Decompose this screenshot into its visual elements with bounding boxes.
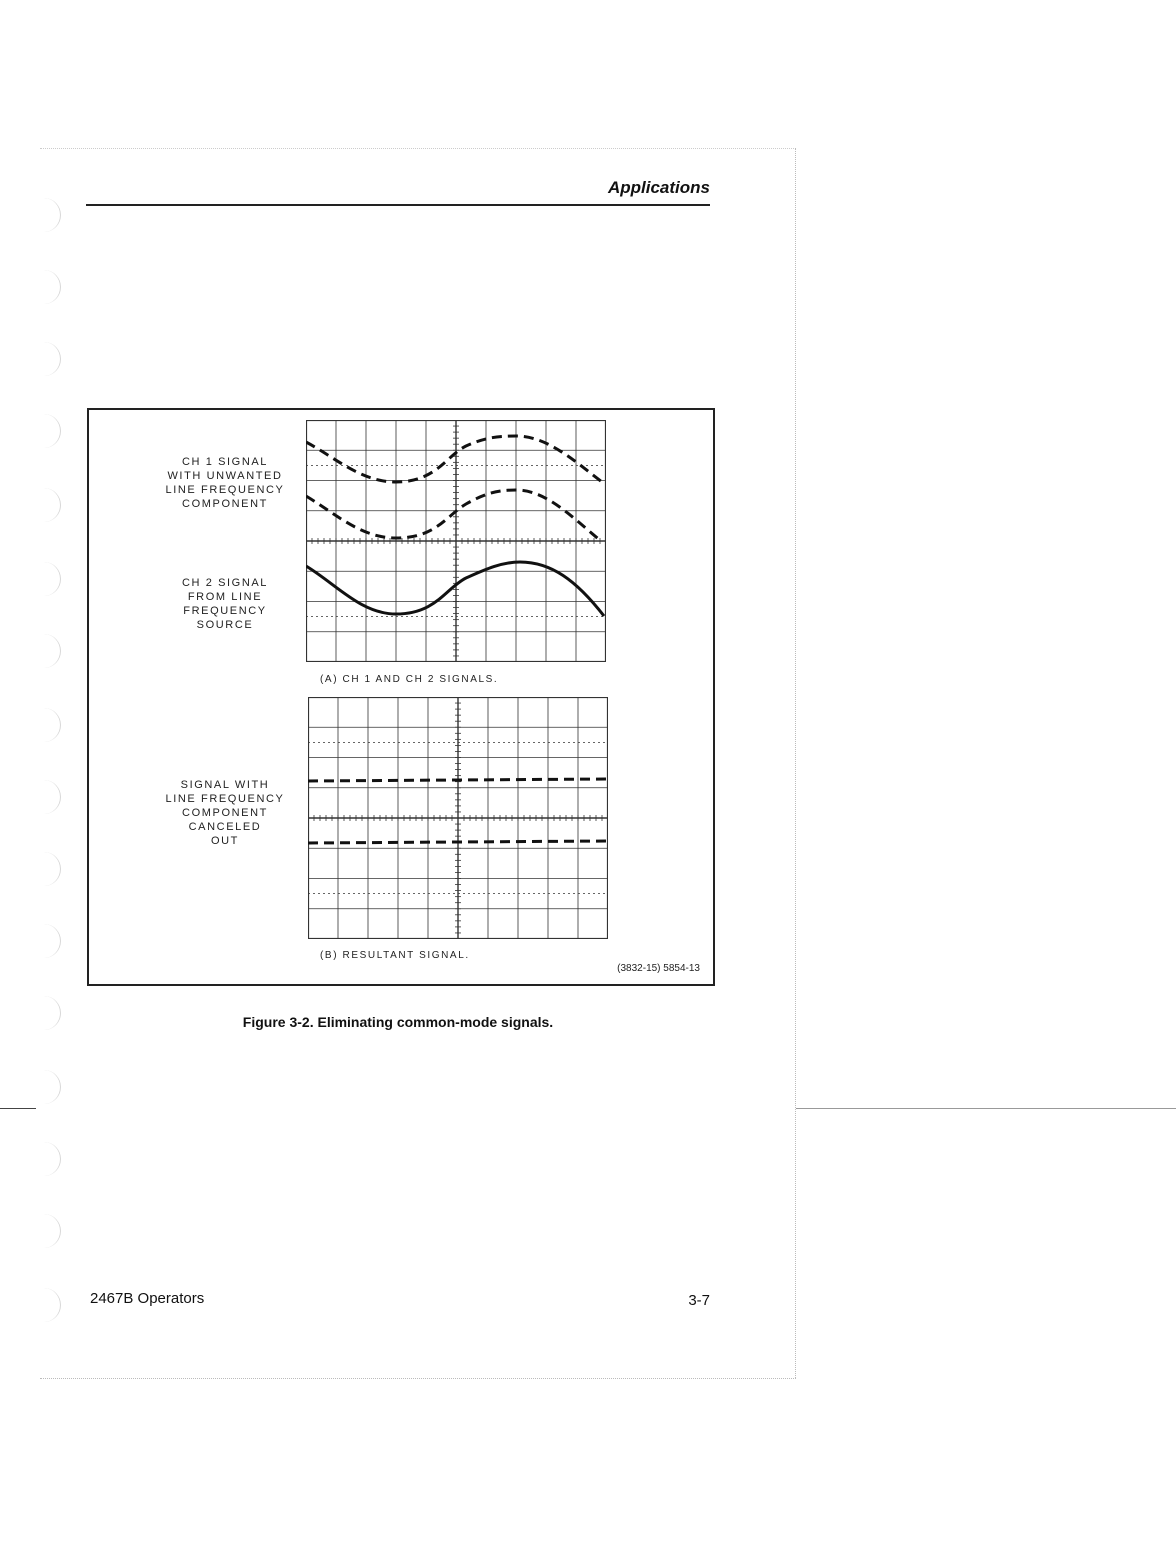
punch-hole	[38, 1142, 61, 1176]
punch-hole	[38, 996, 61, 1030]
punch-hole	[38, 852, 61, 886]
scope-display-b	[308, 697, 608, 939]
panel-b-caption: (B) RESULTANT SIGNAL.	[320, 950, 470, 961]
scope-display-a	[306, 420, 606, 662]
resultant-label-line: LINE FREQUENCY	[165, 793, 285, 805]
punch-hole	[38, 634, 61, 668]
ch2-label-line: FROM LINE	[187, 591, 263, 603]
resultant-label-line: CANCELED	[188, 821, 262, 833]
punch-hole	[38, 198, 61, 232]
punch-hole	[38, 270, 61, 304]
ch1-label-line: COMPONENT	[182, 498, 268, 510]
punch-hole	[38, 1288, 61, 1322]
resultant-signal-label	[160, 778, 290, 848]
punch-hole	[38, 708, 61, 742]
manual-name: 2467B Operators	[90, 1290, 205, 1307]
resultant-lower-trace	[308, 841, 606, 843]
page-edge-right	[795, 148, 796, 1378]
ch2-label-line: SOURCE	[196, 619, 254, 631]
figure-reference-number: (3832-15) 5854-13	[617, 963, 700, 974]
ch2-label-line: CH 2 SIGNAL	[181, 577, 269, 589]
graticule	[308, 697, 608, 939]
header-rule	[86, 204, 710, 206]
resultant-label-line: OUT	[210, 835, 240, 847]
page-edge-top	[40, 148, 796, 149]
figure-caption: Figure 3-2. Eliminating common-mode signals.	[242, 1014, 554, 1030]
ch2-signal-label	[160, 576, 290, 632]
ch1-lower-trace	[306, 490, 602, 542]
ch1-signal-label	[160, 455, 290, 511]
page-edge-bottom	[40, 1378, 796, 1379]
punch-hole	[38, 924, 61, 958]
panel-a-caption: (A) CH 1 AND CH 2 SIGNALS.	[320, 674, 499, 685]
adjacent-page-rule	[796, 1108, 1176, 1109]
resultant-upper-trace	[308, 779, 606, 781]
punch-hole	[38, 780, 61, 814]
ch2-label-line: FREQUENCY	[183, 605, 267, 617]
ch1-upper-trace	[306, 436, 602, 482]
punch-hole	[38, 342, 61, 376]
resultant-label-line: COMPONENT	[182, 807, 268, 819]
margin-tick	[0, 1108, 36, 1109]
ch1-label-line: LINE FREQUENCY	[165, 484, 285, 496]
punch-hole	[38, 414, 61, 448]
page-number: 3-7	[688, 1292, 710, 1309]
punch-hole	[38, 488, 61, 522]
ch1-label-line: WITH UNWANTED	[167, 470, 283, 482]
ch1-label-line: CH 1 SIGNAL	[181, 456, 269, 468]
punch-hole	[38, 1214, 61, 1248]
resultant-label-line: SIGNAL WITH	[180, 779, 270, 791]
section-title: Applications	[607, 178, 710, 197]
punch-hole	[38, 1070, 61, 1104]
graticule	[306, 420, 606, 662]
punch-hole	[38, 562, 61, 596]
